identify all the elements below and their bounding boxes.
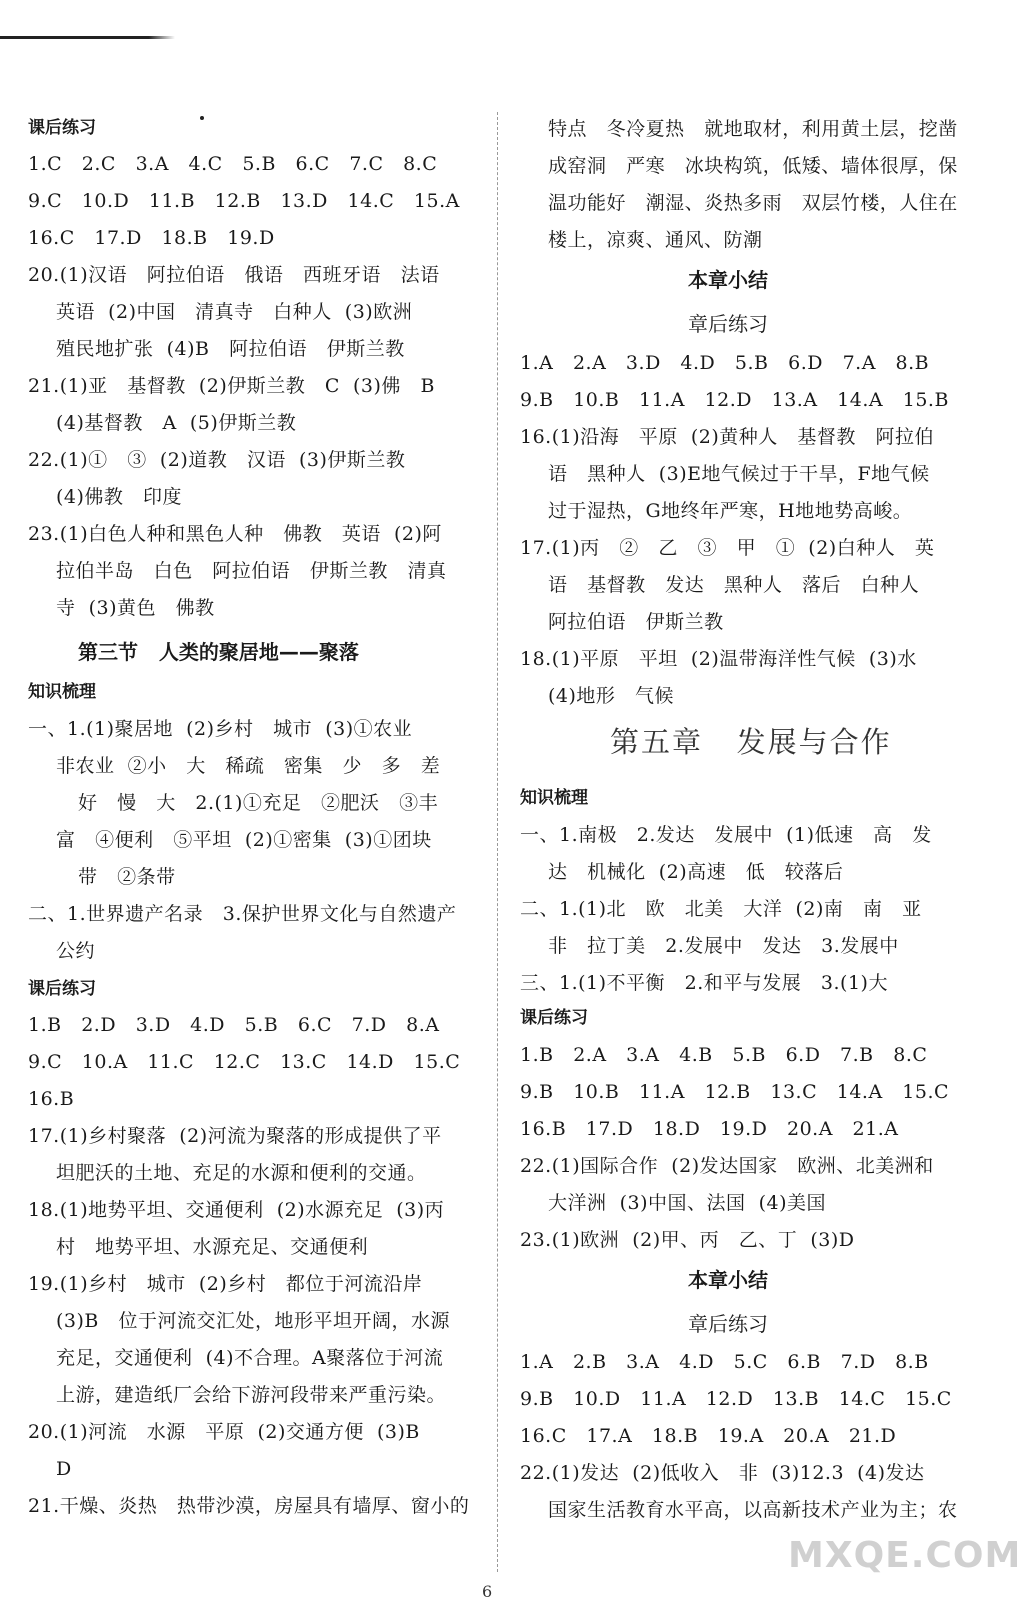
text-line: 带 ②条带 (78, 866, 176, 888)
text-line: 非 拉丁美 2.发展中 发达 3.发展中 (548, 935, 899, 957)
text-line: 9.B 10.D 11.A 12.D 13.B 14.C 15.C (520, 1388, 952, 1410)
mark-dot (200, 116, 204, 120)
text-line: 英语 (2)中国 清真寺 白种人 (3)欧洲 (56, 301, 413, 323)
text-line: 21.干燥、炎热 热带沙漠，房屋具有墙厚、窗小的 (28, 1495, 470, 1517)
text-line: 过于湿热，G地终年严寒，H地地势高峻。 (548, 500, 913, 522)
text-line: 寺 (3)黄色 佛教 (56, 597, 215, 619)
text-line: 村 地势平坦、水源充足、交通便利 (56, 1236, 369, 1258)
text-line: 坦肥沃的土地、充足的水源和便利的交通。 (56, 1162, 427, 1184)
text-line: 22.(1)国际合作 (2)发达国家 欧洲、北美洲和 (520, 1155, 934, 1177)
text-line: (4)佛教 印度 (56, 486, 183, 508)
text-line: 1.A 2.A 3.D 4.D 5.B 6.D 7.A 8.B (520, 352, 930, 374)
section-title: 第三节 人类的聚居地——聚落 (78, 640, 359, 664)
text-line: 殖民地扩张 (4)B 阿拉伯语 伊斯兰教 (56, 338, 405, 360)
text-line: 21.(1)亚 基督教 (2)伊斯兰教 C (3)佛 B (28, 375, 435, 397)
text-line: 9.C 10.A 11.C 12.C 13.C 14.D 15.C (28, 1051, 461, 1073)
text-line: (3)B 位于河流交汇处，地形平坦开阔，水源 (56, 1310, 450, 1332)
text-line: 9.C 10.D 11.B 12.B 13.D 14.C 15.A (28, 190, 460, 212)
section-heading: 知识梳理 (520, 788, 588, 808)
text-line: 语 基督教 发达 黑种人 落后 白种人 (548, 574, 920, 596)
text-line: 二、1.(1)北 欧 北美 大洋 (2)南 南 亚 (520, 898, 922, 920)
page-number: 6 (482, 1582, 493, 1601)
text-line: 16.C 17.D 18.B 19.D (28, 227, 275, 249)
text-line: 上游，建造纸厂会给下游河段带来严重污染。 (56, 1384, 447, 1406)
section-heading: 课后练习 (28, 118, 96, 138)
text-line: 特点 冬冷夏热 就地取材，利用黄土层，挖凿 (548, 118, 958, 140)
text-line: (4)基督教 A (5)伊斯兰教 (56, 412, 297, 434)
text-line: 温功能好 潮湿、炎热多雨 双层竹楼，人住在 (548, 192, 958, 214)
watermark-logo: MXQE.COM (788, 1535, 1021, 1576)
text-line: 9.B 10.B 11.A 12.B 13.C 14.A 15.C (520, 1081, 950, 1103)
chapter-exercise-subtitle: 章后练习 (688, 312, 768, 336)
section-heading: 课后练习 (520, 1008, 588, 1028)
text-line: 16.(1)沿海 平原 (2)黄种人 基督教 阿拉伯 (520, 426, 934, 448)
section-heading: 知识梳理 (28, 682, 96, 702)
text-line: 充足，交通便利 (4)不合理。A聚落位于河流 (56, 1347, 444, 1369)
text-line: 富 ④便利 ⑤平坦 (2)①密集 (3)①团块 (56, 829, 432, 851)
text-line: 23.(1)白色人种和黑色人种 佛教 英语 (2)阿 (28, 523, 442, 545)
text-line: 19.(1)乡村 城市 (2)乡村 都位于河流沿岸 (28, 1273, 423, 1295)
text-line: 16.B (28, 1088, 75, 1110)
column-divider (497, 112, 498, 1572)
chapter-summary-title: 本章小结 (688, 268, 768, 292)
text-line: 二、1.世界遗产名录 3.保护世界文化与自然遗产 (28, 903, 457, 925)
section-heading: 课后练习 (28, 979, 96, 999)
text-line: 9.B 10.B 11.A 12.D 13.A 14.A 15.B (520, 389, 949, 411)
text-line: 18.(1)平原 平坦 (2)温带海洋性气候 (3)水 (520, 648, 917, 670)
text-line: 16.B 17.D 18.D 19.D 20.A 21.A (520, 1118, 899, 1140)
text-line: 语 黑种人 (3)E地气候过于干旱，F地气候 (548, 463, 930, 485)
text-line: 1.B 2.D 3.D 4.D 5.B 6.C 7.D 8.A (28, 1014, 440, 1036)
top-rule (0, 36, 175, 39)
text-line: D (56, 1458, 72, 1480)
text-line: 达 机械化 (2)高速 低 较落后 (548, 861, 844, 883)
text-line: 好 慢 大 2.(1)①充足 ②肥沃 ③丰 (78, 792, 439, 814)
text-line: 拉伯半岛 白色 阿拉伯语 伊斯兰教 清真 (56, 560, 447, 582)
text-line: (4)地形 气候 (548, 685, 675, 707)
text-line: 三、1.(1)不平衡 2.和平与发展 3.(1)大 (520, 972, 888, 994)
text-line: 1.B 2.A 3.A 4.B 5.B 6.D 7.B 8.C (520, 1044, 928, 1066)
text-line: 国家生活教育水平高，以高新技术产业为主；农 (548, 1499, 958, 1521)
text-line: 一、1.(1)聚居地 (2)乡村 城市 (3)①农业 (28, 718, 413, 740)
text-line: 17.(1)丙 ② 乙 ③ 甲 ① (2)白种人 英 (520, 537, 935, 559)
text-line: 20.(1)汉语 阿拉伯语 俄语 西班牙语 法语 (28, 264, 440, 286)
text-line: 16.C 17.A 18.B 19.A 20.A 21.D (520, 1425, 897, 1447)
text-line: 大洋洲 (3)中国、法国 (4)美国 (548, 1192, 826, 1214)
text-line: 公约 (56, 940, 96, 962)
text-line: 22.(1)发达 (2)低收入 非 (3)12.3 (4)发达 (520, 1462, 925, 1484)
text-line: 18.(1)地势平坦、交通便利 (2)水源充足 (3)丙 (28, 1199, 445, 1221)
text-line: 17.(1)乡村聚落 (2)河流为聚落的形成提供了平 (28, 1125, 442, 1147)
text-line: 楼上，凉爽、通风、防潮 (548, 229, 763, 251)
text-line: 23.(1)欧洲 (2)甲、丙 乙、丁 (3)D (520, 1229, 855, 1251)
text-line: 20.(1)河流 水源 平原 (2)交通方便 (3)B (28, 1421, 420, 1443)
chapter-title: 第五章 发展与合作 (610, 725, 892, 759)
text-line: 1.C 2.C 3.A 4.C 5.B 6.C 7.C 8.C (28, 153, 438, 175)
text-line: 1.A 2.B 3.A 4.D 5.C 6.B 7.D 8.B (520, 1351, 929, 1373)
text-line: 非农业 ②小 大 稀疏 密集 少 多 差 (56, 755, 441, 777)
text-line: 阿拉伯语 伊斯兰教 (548, 611, 724, 633)
text-line: 一、1.南极 2.发达 发展中 (1)低速 高 发 (520, 824, 932, 846)
text-line: 22.(1)① ③ (2)道教 汉语 (3)伊斯兰教 (28, 449, 406, 471)
chapter-exercise-subtitle: 章后练习 (688, 1312, 768, 1336)
text-line: 成窑洞 严寒 冰块构筑，低矮、墙体很厚，保 (548, 155, 958, 177)
chapter-summary-title: 本章小结 (688, 1268, 768, 1292)
